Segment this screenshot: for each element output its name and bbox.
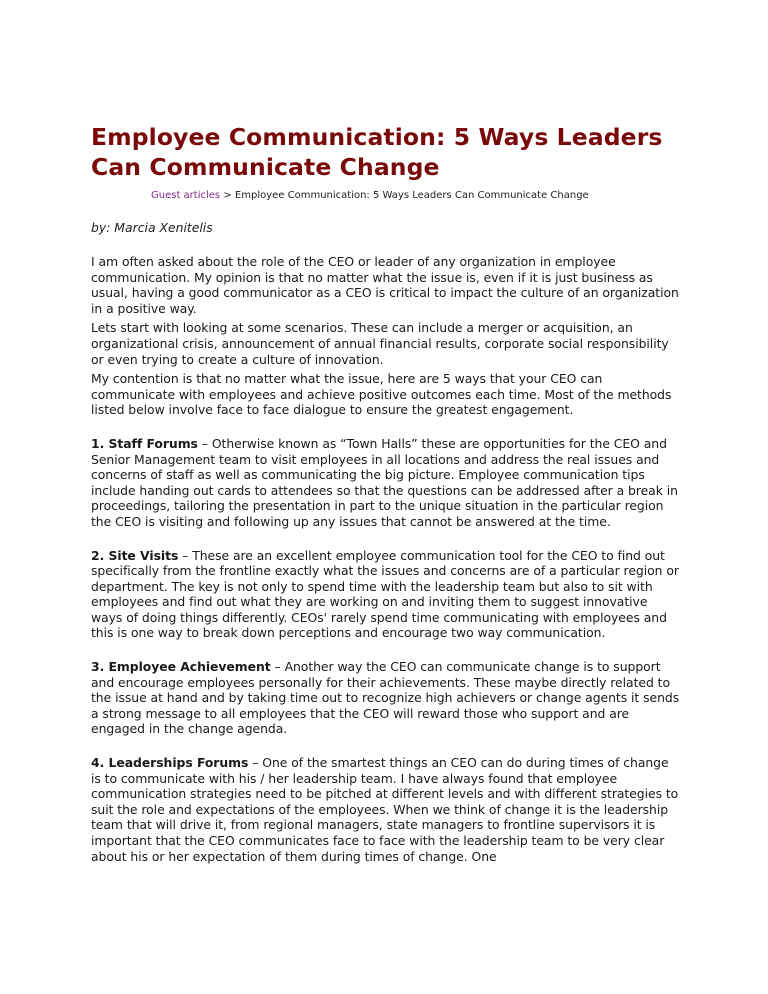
breadcrumb [91,189,681,203]
point-heading: 4. Leaderships Forums [91,755,249,771]
page-title: Employee Communication: 5 Ways Leaders Can Communicate Change [91,123,663,181]
intro-paragraph: My contention is that no matter what the issue, here are 5 ways that your CEO can communicate with employees and achieve positive outcomes each time. Most of the methods listed below involve face to face dialogue to ensure the greatest engagement. [91,371,672,418]
point-text: – One of the smartest things an CEO can do during times of change is to communicate with his / her leadership team. I have always found that employee communication strategies need to be pitched at different levels and with different strategies to suit the role and expectations of the employees. When we think of change it is the leadership team that will drive it, from regional managers, state managers to frontline supervisors it is important that the CEO communicates face to face with the leadership team to be very clear about his or her expectation of them during times of change. One [91,755,679,864]
breadcrumb-current: Employee Communication: 5 Ways Leaders Can Communicate Change [234,190,589,201]
intro-paragraph: Lets start with looking at some scenarios. These can include a merger or acquisition, an organizational crisis, announcement of annual financial results, corporate social responsibility or even trying to create a culture of innovation. [91,320,669,367]
point-site-visits [91,548,681,642]
point-employee-achievement [91,659,681,737]
point-text: – These are an excellent employee communication tool for the CEO to find out specifically from the frontline exactly what the issues and concerns are of a particular region or department. The key is not only to spend time with the leadership team but also to sit with employees and find out what they are working on and inviting them to suggest innovative ways of doing things differently. CEOs' rarely spend time communicating with employees and this is one way to break down perceptions and encourage two way communication. [91,547,679,641]
point-text: – Another way the CEO can communicate change is to support and encourage employees personally for their achievements. These maybe directly related to the issue at hand and by taking time out to recognize high achievers or change agents it sends a strong message to all employees that the CEO will reward those who support and are engaged in the change agenda. [91,659,680,737]
point-leaderships-forums [91,755,681,864]
document-page [91,122,681,864]
point-heading: 3. Employee Achievement [91,659,271,675]
intro-paragraph: I am often asked about the role of the CEO or leader of any organization in employee communication. My opinion is that no matter what the issue is, even if it is just business as usual, having a good communicator as a CEO is critical to impact the culture of an organization in a positive way. [91,254,679,316]
point-heading: 2. Site Visits [91,547,179,563]
point-heading: 1. Staff Forums [91,435,198,451]
breadcrumb-separator: > [223,190,232,201]
point-text: – Otherwise known as “Town Halls” these are opportunities for the CEO and Senior Management team to visit employees in all locations and address the real issues and concerns of staff as well as communicating the big picture. Employee communication tips include handing out cards to attendees so that the questions can be addressed after a break in proceedings, tailoring the presentation in part to the unique situation in the particular region the CEO is visiting and following up any issues that cannot be answered at the time. [91,435,678,529]
point-staff-forums [91,436,681,530]
breadcrumb-link-guest-articles[interactable]: Guest articles [151,190,221,201]
author-byline: by: Marcia Xenitelis [91,220,213,235]
